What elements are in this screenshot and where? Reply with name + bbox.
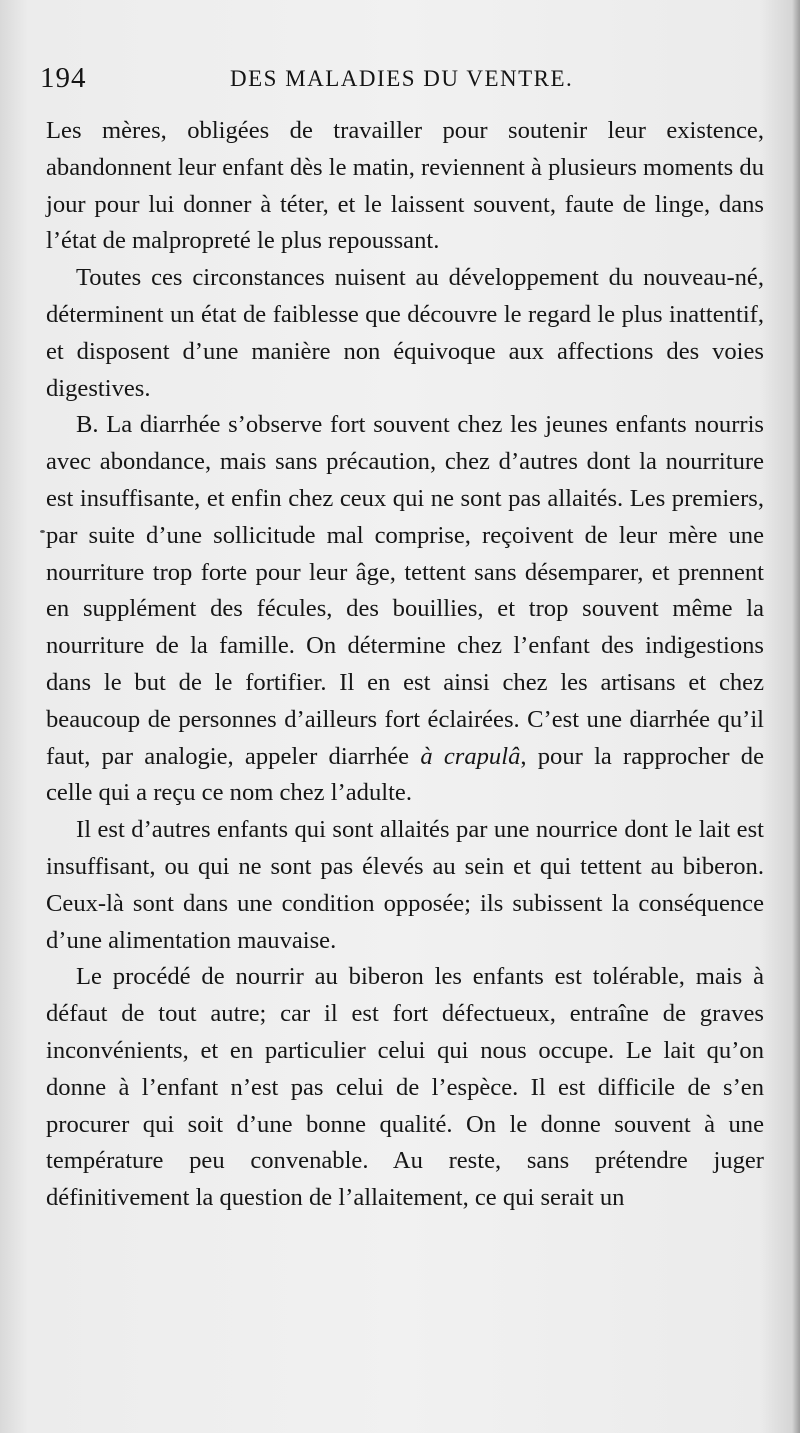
page-number: 194	[40, 62, 87, 94]
paragraph-4: Il est d’autres enfants qui sont allaités par une nourrice dont le lait est insuffisant, ou qui ne sont pas élevés au sein et qui tettent au biberon. Ceux-là sont dans une condition opposée; ils subissent la conséquence d’une alimentation mauvaise.	[46, 816, 764, 954]
page-header	[40, 62, 760, 96]
paragraph-1: Les mères, obligées de travailler pour soutenir leur existence, abandonnent leur enfant dès le matin, reviennent à plusieurs moments du jour pour lui donner à téter, et le laissent souvent, faute de linge, dans l’état de malpropreté le plus repoussant.	[46, 117, 764, 255]
paragraph-3: B. La diarrhée s’observe fort souvent chez les jeunes enfants nourris avec abondance, mais sans précaution, chez d’autres dont la nourriture est insuffisante, et enfin chez ceux qui ne sont pas allaités. Les premiers, par suite d’une sollicitude mal comprise, reçoivent de leur mère une nourriture trop forte pour leur âge, tettent sans désemparer, et prennent en supplément des fécules, des bouillies, et trop souvent même la nourriture de la famille. On détermine chez l’enfant des indigestions dans le but de le fortifier. Il en est ainsi chez les artisans et chez beaucoup de personnes d’ailleurs fort éclairées. C’est une diarrhée qu’il faut, par analogie, appeler diarrhée à crapulâ, pour la rapprocher de celle qui a reçu ce nom chez l’adulte.	[46, 411, 764, 807]
body-text	[46, 113, 764, 1217]
page-edge-shadow	[792, 0, 800, 1433]
paragraph-5: Le procédé de nourrir au biberon les enfants est tolérable, mais à défaut de tout autre; car il est fort défectueux, entraîne de graves inconvénients, et en particulier celui qui nous occupe. Le lait qu’on donne à l’enfant n’est pas celui de l’espèce. Il est difficile de s’en procurer qui soit d’une bonne qualité. On le donne souvent à une température peu convenable. Au reste, sans prétendre juger définitivement la question de l’allaitement, ce qui serait un	[46, 963, 764, 1212]
running-title: DES MALADIES DU VENTRE.	[230, 66, 574, 91]
print-speck	[40, 530, 45, 533]
italic-term: à crapulâ	[420, 742, 521, 770]
paragraph-2: Toutes ces circonstances nuisent au développement du nouveau-né, déterminent un état de faiblesse que découvre le regard le plus inattentif, et disposent d’une manière non équivoque aux affections des voies digestives.	[46, 264, 764, 402]
